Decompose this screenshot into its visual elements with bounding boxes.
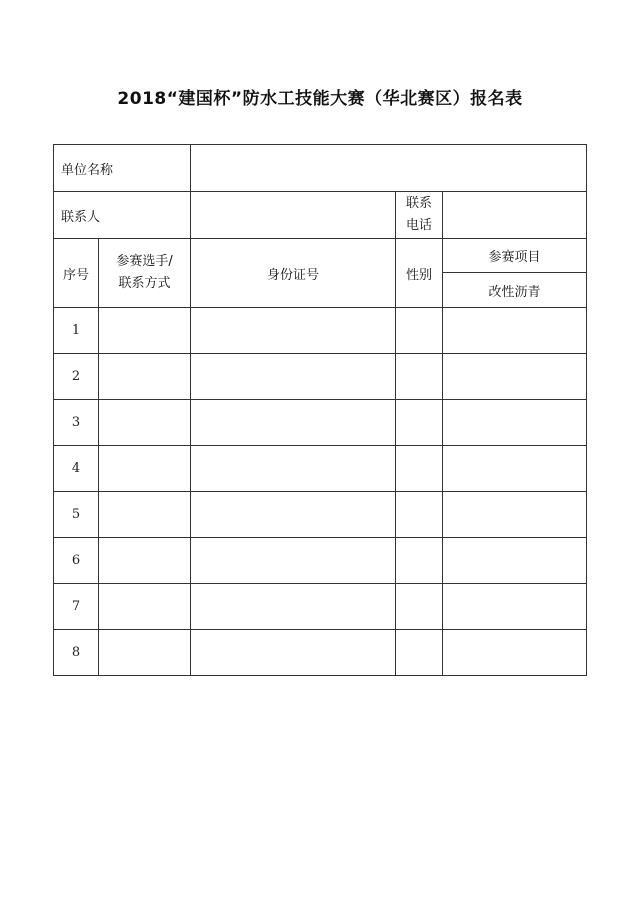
gender-cell[interactable] bbox=[396, 446, 443, 492]
player-cell[interactable] bbox=[99, 308, 191, 354]
player-cell[interactable] bbox=[99, 492, 191, 538]
table-row bbox=[54, 584, 587, 630]
phone-label-line2: 电话 bbox=[406, 218, 433, 233]
row-number: 3 bbox=[54, 400, 99, 446]
player-cell[interactable] bbox=[99, 446, 191, 492]
registration-table bbox=[53, 144, 587, 676]
seq-header: 序号 bbox=[54, 239, 99, 308]
gender-cell[interactable] bbox=[396, 538, 443, 584]
event-cell[interactable] bbox=[443, 354, 587, 400]
contact-person-field[interactable] bbox=[191, 192, 396, 239]
id-cell[interactable] bbox=[191, 446, 396, 492]
table-row bbox=[54, 446, 587, 492]
row-number: 5 bbox=[54, 492, 99, 538]
row-number: 4 bbox=[54, 446, 99, 492]
id-cell[interactable] bbox=[191, 354, 396, 400]
table-row bbox=[54, 630, 587, 676]
event-cell[interactable] bbox=[443, 630, 587, 676]
row-number: 8 bbox=[54, 630, 99, 676]
player-cell[interactable] bbox=[99, 630, 191, 676]
gender-cell[interactable] bbox=[396, 400, 443, 446]
phone-field[interactable] bbox=[443, 192, 587, 239]
event-cell[interactable] bbox=[443, 446, 587, 492]
gender-cell[interactable] bbox=[396, 308, 443, 354]
contact-row bbox=[54, 192, 587, 239]
event-cell[interactable] bbox=[443, 308, 587, 354]
id-cell[interactable] bbox=[191, 308, 396, 354]
gender-cell[interactable] bbox=[396, 492, 443, 538]
gender-cell[interactable] bbox=[396, 354, 443, 400]
form-title: 2018“建国杯”防水工技能大赛（华北赛区）报名表 bbox=[117, 89, 523, 109]
id-cell[interactable] bbox=[191, 492, 396, 538]
player-header-line1: 参赛选手/ bbox=[116, 254, 173, 269]
event-header: 参赛项目 bbox=[443, 239, 587, 273]
id-cell[interactable] bbox=[191, 400, 396, 446]
event-cell[interactable] bbox=[443, 492, 587, 538]
id-cell[interactable] bbox=[191, 630, 396, 676]
gender-header: 性别 bbox=[396, 239, 443, 308]
unit-name-label: 单位名称 bbox=[54, 145, 191, 192]
row-number: 2 bbox=[54, 354, 99, 400]
table-row bbox=[54, 492, 587, 538]
gender-cell[interactable] bbox=[396, 630, 443, 676]
table-row bbox=[54, 308, 587, 354]
id-number-header: 身份证号 bbox=[191, 239, 396, 308]
unit-name-field[interactable] bbox=[191, 145, 587, 192]
player-header bbox=[99, 239, 191, 308]
table-row bbox=[54, 354, 587, 400]
player-header-line2: 联系方式 bbox=[118, 276, 171, 291]
event-cell[interactable] bbox=[443, 584, 587, 630]
table-row bbox=[54, 538, 587, 584]
row-number: 7 bbox=[54, 584, 99, 630]
player-cell[interactable] bbox=[99, 400, 191, 446]
contact-person-label: 联系人 bbox=[54, 192, 191, 239]
event-cell[interactable] bbox=[443, 400, 587, 446]
id-cell[interactable] bbox=[191, 584, 396, 630]
player-cell[interactable] bbox=[99, 354, 191, 400]
id-cell[interactable] bbox=[191, 538, 396, 584]
player-cell[interactable] bbox=[99, 538, 191, 584]
unit-name-row bbox=[54, 145, 587, 192]
event-name-header: 改性沥青 bbox=[443, 273, 587, 308]
row-number: 1 bbox=[54, 308, 99, 354]
player-cell[interactable] bbox=[99, 584, 191, 630]
header-row bbox=[54, 239, 587, 273]
gender-cell[interactable] bbox=[396, 584, 443, 630]
phone-label-line1: 联系 bbox=[406, 196, 433, 211]
table-row bbox=[54, 400, 587, 446]
event-cell[interactable] bbox=[443, 538, 587, 584]
row-number: 6 bbox=[54, 538, 99, 584]
phone-label bbox=[396, 192, 443, 239]
